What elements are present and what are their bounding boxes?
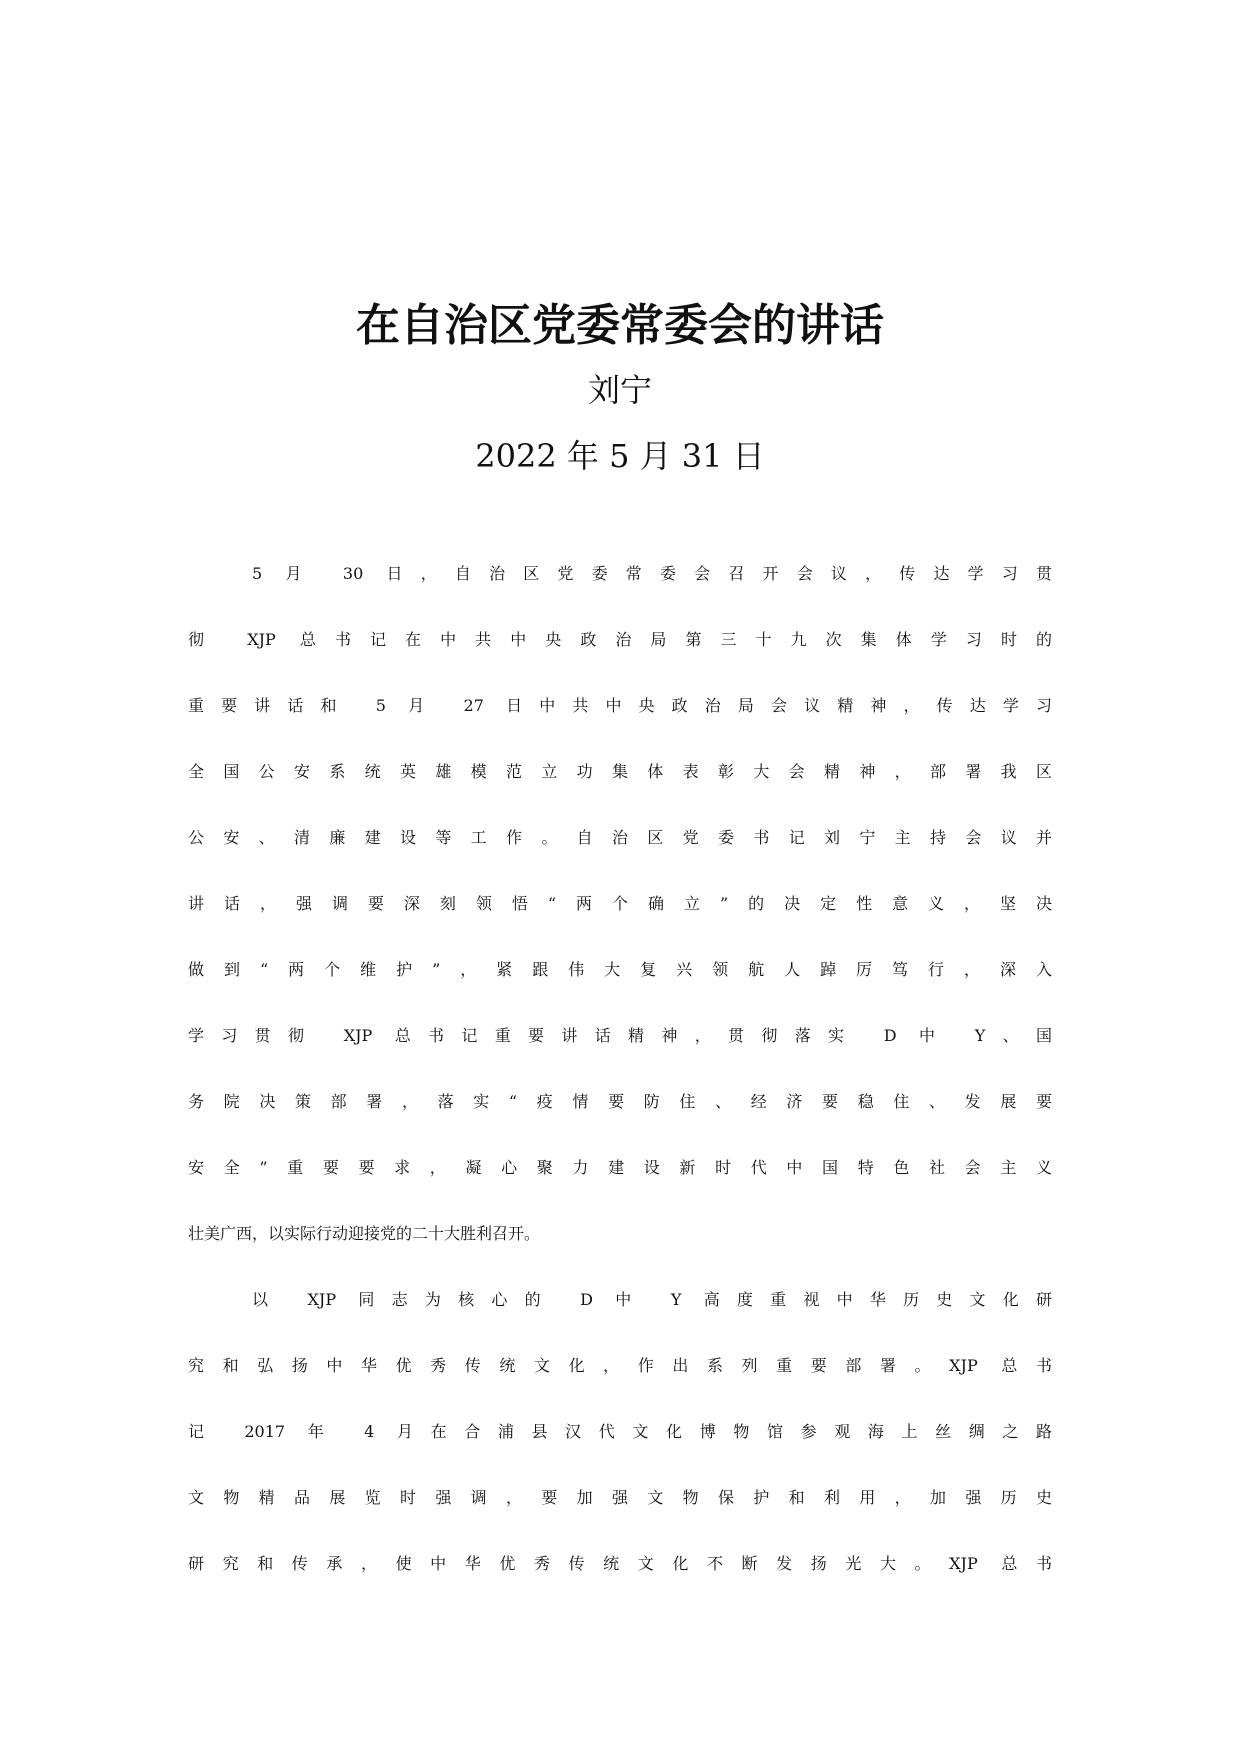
text-line: 5 月 30 日，自治区党委常委会召开会议，传达学习贯 [252,564,1052,583]
text-line: 学习贯彻 XJP 总书记重要讲话精神，贯彻落实 D 中 Y、国 [188,1026,1052,1045]
text-line: 壮美广西，以实际行动迎接党的二十大胜利召开。 [188,1224,541,1243]
text-line: 研究和传承，使中华优秀传统文化不断发扬光大。XJP 总书 [188,1554,1052,1573]
text-line: 全国公安系统英雄模范立功集体表彰大会精神，部署我区 [188,762,1052,781]
document-author: 刘宁 [587,371,652,409]
text-line: 做到“两个维护”，紧跟伟大复兴领航人踔厉笃行，深入 [188,960,1052,979]
paragraph-1 [188,561,1052,1287]
document-date: 2022 年 5 月 31 日 [475,437,765,475]
text-line: 记 2017 年 4 月在合浦县汉代文化博物馆参观海上丝绸之路 [188,1422,1052,1441]
text-line: 讲话，强调要深刻领悟“两个确立”的决定性意义，坚决 [188,894,1052,913]
text-line: 彻 XJP 总书记在中共中央政治局第三十九次集体学习时的 [188,630,1052,649]
text-line: 务院决策部署，落实“疫情要防住、经济要稳住、发展要 [188,1092,1052,1111]
text-line: 重要讲话和 5 月 27 日中共中央政治局会议精神，传达学习 [188,696,1052,715]
paragraph-2 [188,1287,1052,1617]
text-line: 究和弘扬中华优秀传统文化，作出系列重要部署。XJP 总书 [188,1356,1052,1375]
text-line: 文物精品展览时强调，要加强文物保护和利用，加强历史 [188,1488,1052,1507]
text-line: 公安、清廉建设等工作。自治区党委书记刘宁主持会议并 [188,828,1052,847]
text-line: 安全”重要要求，凝心聚力建设新时代中国特色社会主义 [188,1158,1052,1177]
text-line: 以 XJP 同志为核心的 D 中 Y 高度重视中华历史文化研 [252,1290,1052,1309]
document-body [188,561,1052,1617]
document-title: 在自治区党委常委会的讲话 [356,300,884,351]
